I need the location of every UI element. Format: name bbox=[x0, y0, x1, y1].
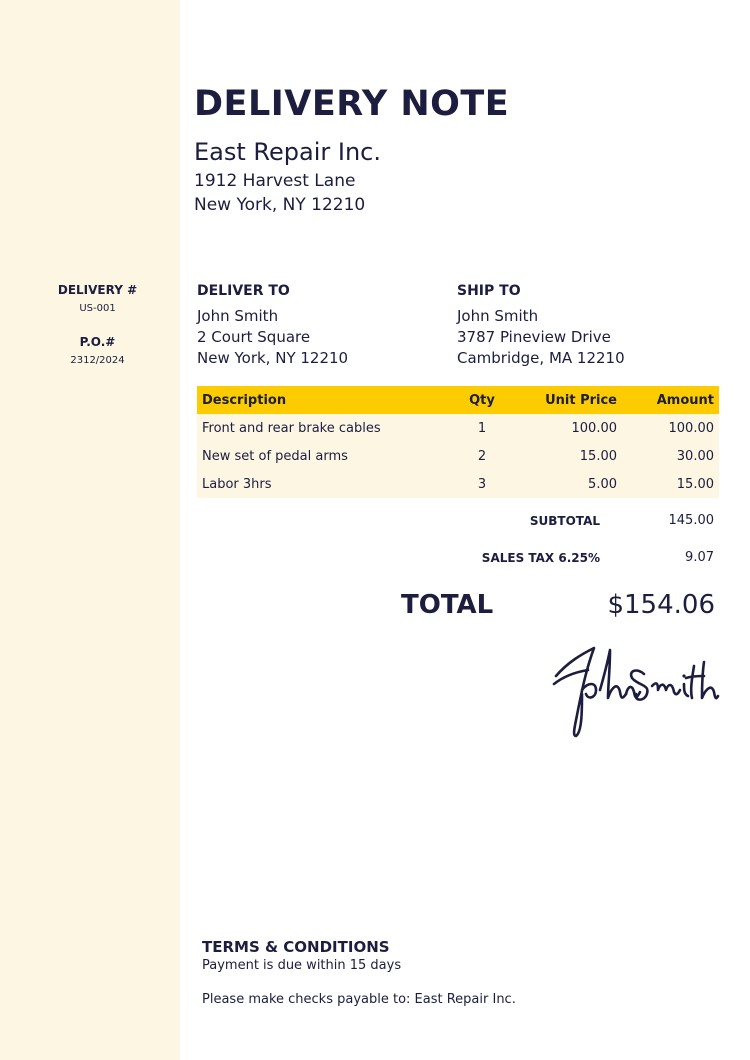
header-amount: Amount bbox=[622, 386, 719, 414]
deliver-to-line-2: 2 Court Square bbox=[197, 328, 311, 346]
header-qty: Qty bbox=[447, 386, 517, 414]
table-header-row bbox=[197, 386, 719, 414]
deliver-to-heading: DELIVER TO bbox=[197, 283, 290, 299]
terms-line-2: Please make checks payable to: East Repair Inc. bbox=[202, 992, 516, 1007]
row-qty: 2 bbox=[447, 442, 517, 470]
terms-line-1: Payment is due within 15 days bbox=[202, 958, 402, 973]
company-name: East Repair Inc. bbox=[194, 138, 381, 166]
sales-tax-value: 9.07 bbox=[685, 550, 714, 565]
row-unit-price: 15.00 bbox=[517, 442, 622, 470]
row-qty: 3 bbox=[447, 470, 517, 498]
deliver-to-line-3: New York, NY 12210 bbox=[197, 349, 349, 367]
total-value: $154.06 bbox=[607, 590, 715, 620]
header-unit-price: Unit Price bbox=[517, 386, 622, 414]
subtotal-value: 145.00 bbox=[668, 513, 714, 528]
sales-tax-label: SALES TAX 6.25% bbox=[481, 551, 600, 565]
subtotal-label: SUBTOTAL bbox=[529, 514, 600, 528]
row-amount: 15.00 bbox=[622, 470, 719, 498]
row-description: Labor 3hrs bbox=[197, 470, 447, 498]
ship-to-line-1: John Smith bbox=[457, 307, 539, 325]
row-description: New set of pedal arms bbox=[197, 442, 447, 470]
row-description: Front and rear brake cables bbox=[197, 414, 447, 442]
header-description: Description bbox=[197, 386, 447, 414]
items-table bbox=[197, 386, 719, 498]
row-unit-price: 5.00 bbox=[517, 470, 622, 498]
po-number-value: 2312/2024 bbox=[70, 355, 125, 366]
deliver-to-line-1: John Smith bbox=[197, 307, 279, 325]
sidebar bbox=[0, 0, 180, 1060]
po-number-label: P.O.# bbox=[79, 335, 116, 349]
terms-heading: TERMS & CONDITIONS bbox=[202, 938, 390, 956]
ship-to-heading: SHIP TO bbox=[457, 283, 521, 299]
signature-icon bbox=[548, 640, 720, 744]
document-title: DELIVERY NOTE bbox=[194, 84, 510, 124]
table-row bbox=[197, 470, 719, 498]
delivery-number-value: US-001 bbox=[79, 303, 116, 314]
row-amount: 100.00 bbox=[622, 414, 719, 442]
row-amount: 30.00 bbox=[622, 442, 719, 470]
row-unit-price: 100.00 bbox=[517, 414, 622, 442]
table-row bbox=[197, 414, 719, 442]
delivery-number-label: DELIVERY # bbox=[57, 283, 138, 297]
table-row bbox=[197, 442, 719, 470]
ship-to-line-3: Cambridge, MA 12210 bbox=[457, 349, 625, 367]
company-address-line-1: 1912 Harvest Lane bbox=[194, 171, 356, 191]
row-qty: 1 bbox=[447, 414, 517, 442]
total-label: TOTAL bbox=[401, 590, 494, 620]
company-address-line-2: New York, NY 12210 bbox=[194, 195, 366, 215]
ship-to-line-2: 3787 Pineview Drive bbox=[457, 328, 611, 346]
